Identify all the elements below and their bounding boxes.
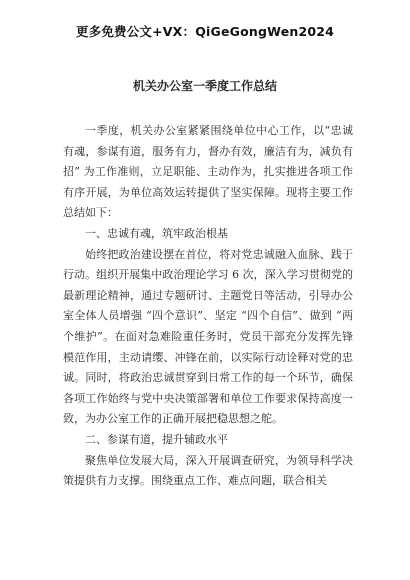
promo-header: 更多免费公文+VX：QiGeGongWen2024 [75,24,335,39]
section-heading-2: 二、参谋有道，提升辅政水平 [85,432,228,446]
section-heading-1: 一、忠诚有魂，筑牢政治根基 [85,226,228,240]
document-body [63,121,353,492]
intro-paragraph: 一季度，机关办公室紧紧围绕单位中心工作，以“忠诚有魂，参谋有道，服务有力，督办有效，廉洁有为，减负有招” 为工作准则，立足职能、主动作为，扎实推进各项工作有序开展，为单位高效运转提供了坚实保障。现将主要工作总结如下： [63,124,353,220]
section-paragraph-2: 聚焦单位发展大局，深入开展调查研究，为领导科学决策提供有力支撑。围绕重点工作、难点问题，联合相关 [63,453,353,488]
document-title: 机关办公室一季度工作总结 [132,79,277,93]
section-paragraph-1: 始终把政治建设摆在首位，将对党忠诚融入血脉、践于行动。组织开展集中政治理论学习 6 次，深入学习贯彻党的最新理论精神，通过专题研讨、主题党日等活动，引导办公室全体人员增强 “四个意识”、坚定 “四个自信”、做到 “两个维护”。在面对急难险重任务时，党员干部充分发挥先锋模范作用，主动请缨、冲锋在前，以实际行动诠释对党的忠诚。同时，将政治忠诚贯穿到日常工作的每一个环节，确保各项工作始终与党中央决策部署和单位工作要求保持高度一致，为办公室工作的正确开展把稳思想之舵。 [63,247,353,426]
